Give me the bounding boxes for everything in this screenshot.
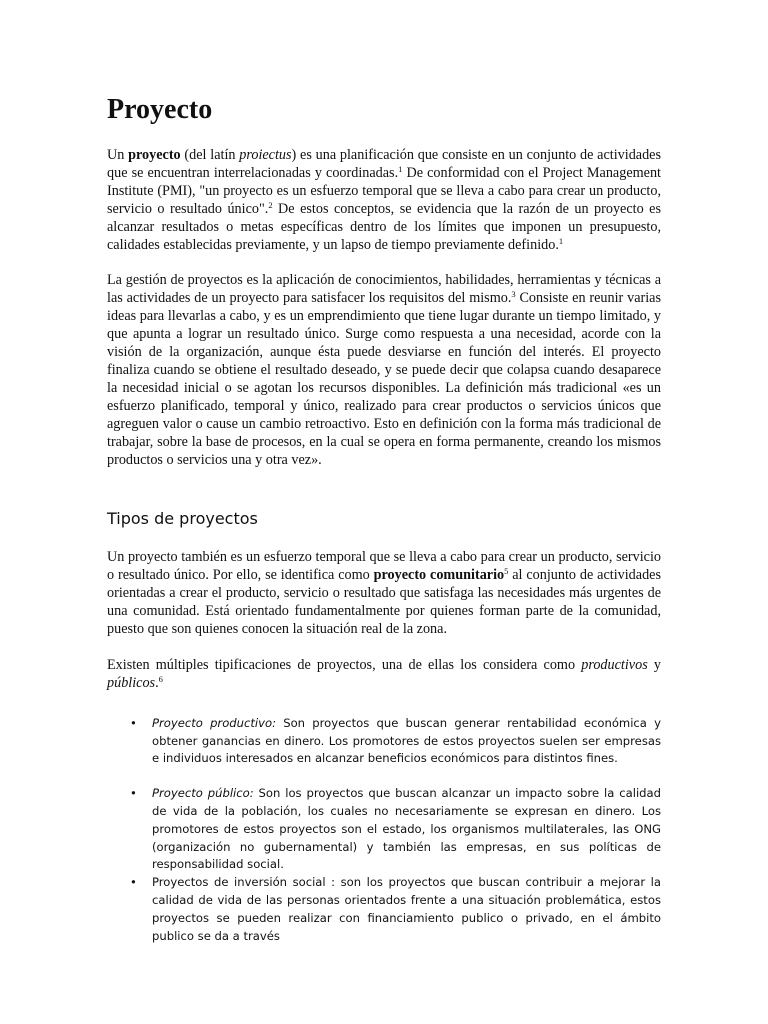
paragraph-tipificaciones	[107, 657, 661, 693]
list-item-label: Proyecto productivo:	[152, 715, 277, 730]
text-run: Existen múltiples tipificaciones de proyectos, una de ellas los considera como	[107, 656, 582, 673]
list-item-inversion-social	[107, 874, 661, 945]
text-run: al conjunto de actividades orientadas a crear el producto, servicio o resultado que satisfaga las necesidades más urgentes de una comunidad. Está orientado fundamentalmente por quienes forman parte de la comunidad, puesto que son quienes conocen la situación real de la zona.	[107, 567, 661, 638]
text-run: Consiste en reunir varias ideas para llevarlas a cabo, y es un emprendimiento que tiene lugar durante un tiempo limitado, y que apunta a lograr un resultado único. Surge como respuesta a una necesidad, acorde con la visión de la organización, aunque ésta puede desviarse en función del interés. El proyecto finaliza cuando se obtiene el resultado deseado, y se puede decir que colapsa cuando desaparece la necesidad inicial o se agotan los recursos disponibles. La definición más tradicional «es un esfuerzo planificado, temporal y único, realizado para crear productos o servicios únicos que agreguen valor o cause un cambio retroactivo. Esto en definición con la forma más tradicional de trabajar, sobre la base de procesos, en la cual se opera en forma permanente, creando los mismos productos o servicios una y otra vez».	[107, 290, 661, 468]
list-item-productivo	[107, 715, 661, 768]
bullet-icon: •	[130, 875, 137, 890]
list-item-text: Proyectos de inversión social : son los proyectos que buscan contribuir a mejorar la calidad de vida de las personas orientados frente a una situación problemática, estos proyectos se pueden realizar con financiamiento publico o privado, en el ámbito publico se da a través	[152, 875, 661, 943]
list-item-label: Proyecto público:	[152, 786, 254, 801]
document-page	[107, 93, 661, 945]
list-item-text: Son los proyectos que buscan alcanzar un impacto sobre la calidad de vida de la población, los cuales no necesariamente se expresan en dinero. Los promotores de estos proyectos son el estado, los organismos multilaterales, las ONG (organización no gubernamental) y también las empresas, en sus políticas de responsabilidad social.	[152, 786, 661, 872]
paragraph-definition	[107, 147, 661, 254]
list-item-text: Son proyectos que buscan generar rentabilidad económica y obtener ganancias en dinero. Los promotores de estos proyectos suelen ser empresas e individuos interesados en alcanzar beneficios económicos para distintos fines.	[152, 715, 661, 766]
footnote-ref: 1	[398, 163, 403, 174]
text-run: De conformidad con el Project Management Institute (PMI), "un proyecto es un esfuerzo temporal que se lleva a cabo para crear un producto, servicio o resultado único".	[107, 164, 661, 217]
bold-term: proyecto	[128, 147, 181, 163]
text-run: Un proyecto también es un esfuerzo temporal que se lleva a cabo para crear un producto, servicio o resultado único. Por ello, se identifica como	[107, 549, 661, 584]
bullet-icon: •	[130, 786, 137, 801]
footnote-ref: 1	[558, 235, 564, 246]
footnote-ref: 5	[504, 566, 509, 577]
text-run: De estos conceptos, se evidencia que la razón de un proyecto es alcanzar resultados o metas específicas dentro de los límites que imponen un presupuesto, calidades establecidas previamente, y un lapso de tiempo previamente definido.	[107, 200, 661, 253]
project-types-list	[107, 715, 661, 946]
footnote-ref: 6	[158, 673, 163, 684]
section-heading: Tipos de proyectos	[107, 509, 258, 529]
paragraph-gestion	[107, 272, 661, 469]
italic-term: proiectus	[239, 147, 292, 163]
italic-term: productivos	[581, 656, 648, 673]
bold-term: proyecto comunitario	[373, 567, 505, 584]
italic-term: públicos	[107, 674, 156, 691]
page-title: Proyecto	[107, 94, 213, 125]
text-run: (del latín	[180, 147, 240, 163]
footnote-ref: 2	[268, 199, 273, 210]
text-run: La gestión de proyectos es la aplicación de conocimientos, habilidades, herramientas y técnicas a las actividades de un proyecto para satisfacer los requisitos del mismo.	[107, 272, 661, 307]
text-run: y	[647, 656, 661, 673]
paragraph-comunitario	[107, 549, 661, 639]
list-item-publico	[107, 785, 661, 874]
footnote-ref: 3	[511, 289, 516, 300]
bullet-icon: •	[130, 715, 137, 730]
text-run: ) es una planificación que consiste en un conjunto de actividades que se encuentran interrelacionadas y coordinadas.	[107, 147, 662, 181]
text-run: .	[155, 674, 159, 691]
text-run: Un	[107, 147, 129, 163]
